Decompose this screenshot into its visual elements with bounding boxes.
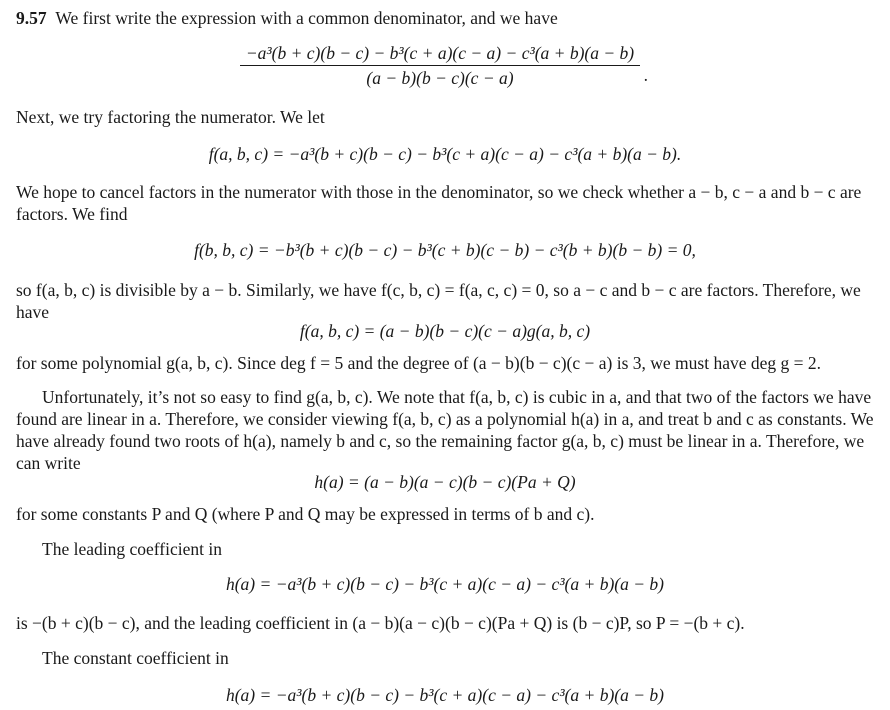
paragraph-constants: for some constants P and Q (where P and Q may be expressed in terms of b and c). [16, 504, 595, 524]
problem-number: 9.57 [16, 8, 47, 28]
intro-text: We first write the expression with a common denominator, and we have [55, 8, 558, 28]
paragraph-unfortunately: Unfortunately, it’s not so easy to find g(a, b, c). We note that f(a, b, c) is cubic in a, and that two of the factors we have found are linear in a. Therefore, we consider viewing f(a, b, c) as a polynomial h(a) in a, and treat b and c as constants. We have already found two roots of h(a), namely b and c, so the remaining factor g(a, b, c) must be linear in a. Therefore, we can write [16, 387, 874, 473]
fraction [240, 42, 648, 89]
equation-f-factored: f(a, b, c) = (a − b)(b − c)(c − a)g(a, b, c) [299, 321, 591, 341]
equation-h-factored: h(a) = (a − b)(a − c)(b − c)(Pa + Q) [314, 472, 576, 492]
paragraph-leading-coefficient: The leading coefficient in [42, 539, 222, 559]
paragraph-leading-result: is −(b + c)(b − c), and the leading coefficient in (a − b)(a − c)(b − c)(Pa + Q) is (b − c)P, so P = −(b + c). [16, 613, 745, 633]
intro-paragraph [16, 7, 882, 29]
paragraph-divisible: so f(a, b, c) is divisible by a − b. Similarly, we have f(c, b, c) = f(a, c, c) = 0, so a − c and b − c are factors. Therefore, we have [16, 280, 861, 322]
equation-f-definition: f(a, b, c) = −a³(b + c)(b − c) − b³(c + a)(c − a) − c³(a + b)(a − b). [208, 144, 682, 164]
paragraph-next-factoring: Next, we try factoring the numerator. We let [16, 107, 325, 127]
equation-f-bbc: f(b, b, c) = −b³(b + c)(b − c) − b³(c + b)(c − b) − c³(b + b)(b − b) = 0, [194, 240, 696, 260]
fraction-period: . [643, 65, 648, 85]
fraction-denominator: (a − b)(b − c)(c − a) [366, 68, 514, 88]
equation-h-expanded-2: h(a) = −a³(b + c)(b − c) − b³(c + a)(c − a) − c³(a + b)(a − b) [225, 685, 664, 705]
paragraph-constant-coefficient: The constant coefficient in [42, 648, 229, 668]
paragraph-degree: for some polynomial g(a, b, c). Since deg f = 5 and the degree of (a − b)(b − c)(c − a) is 3, we must have deg g = 2. [16, 353, 821, 373]
paragraph-cancel-factors: We hope to cancel factors in the numerator with those in the denominator, so we check whether a − b, c − a and b − c are factors. We find [16, 182, 862, 224]
fraction-numerator: −a³(b + c)(b − c) − b³(c + a)(c − a) − c³(a + b)(a − b) [240, 42, 640, 66]
equation-h-expanded-1: h(a) = −a³(b + c)(b − c) − b³(c + a)(c − a) − c³(a + b)(a − b) [225, 574, 664, 594]
